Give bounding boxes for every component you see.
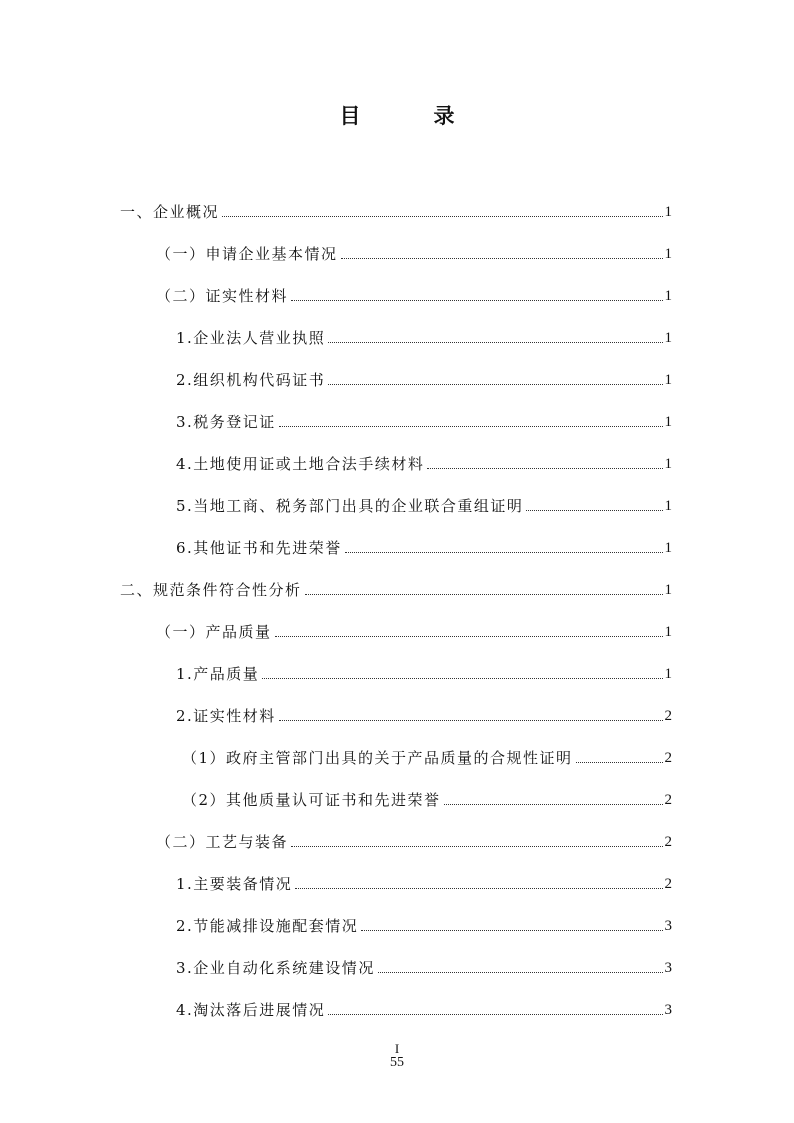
toc-entry-label: 1.企业法人营业执照 [176, 329, 326, 347]
toc-entry-label: 4.土地使用证或土地合法手续材料 [176, 455, 425, 473]
toc-entry-label: 4.淘汰落后进展情况 [176, 1001, 326, 1019]
toc-entry-page: 2 [664, 708, 672, 724]
toc-entry-page: 1 [664, 540, 672, 556]
toc-entry-label: 1.产品质量 [176, 665, 260, 683]
toc-entry-label: （2）其他质量认可证书和先进荣誉 [182, 791, 441, 809]
toc-entry-page: 3 [664, 918, 672, 934]
toc-entry-label: （1）政府主管部门出具的关于产品质量的合规性证明 [182, 749, 573, 767]
toc-entry[interactable] [120, 558, 672, 600]
dot-leader [361, 930, 662, 931]
toc-entry[interactable] [120, 180, 672, 222]
toc-entry[interactable] [120, 768, 672, 810]
toc-entry-label: （二）证实性材料 [156, 287, 289, 305]
page-title: 目 录 [339, 104, 481, 128]
dot-leader [345, 552, 663, 553]
toc-entry-page: 1 [664, 372, 672, 388]
toc-entry-page: 1 [664, 204, 672, 220]
toc-entry-page: 1 [664, 288, 672, 304]
dot-leader [328, 384, 662, 385]
toc-entry-label: （一）申请企业基本情况 [156, 245, 338, 263]
toc-entry-page: 1 [664, 246, 672, 262]
dot-leader [378, 972, 663, 973]
toc-entry-label: 1.主要装备情况 [176, 875, 293, 893]
dot-leader [222, 216, 662, 217]
dot-leader [341, 258, 663, 259]
dot-leader [444, 804, 663, 805]
toc-entry[interactable] [120, 726, 672, 768]
toc-entry-page: 2 [664, 792, 672, 808]
toc-entry-page: 3 [664, 1002, 672, 1018]
dot-leader [427, 468, 662, 469]
toc-entry-label: 3.税务登记证 [176, 413, 276, 431]
toc-entry[interactable] [120, 600, 672, 642]
toc-entry[interactable] [120, 348, 672, 390]
toc-entry-label: （二）工艺与装备 [156, 833, 289, 851]
toc-entry-page: 2 [664, 750, 672, 766]
toc-entry-label: （一）产品质量 [156, 623, 272, 641]
dot-leader [279, 426, 663, 427]
dot-leader [262, 678, 662, 679]
toc-entry-page: 1 [664, 624, 672, 640]
toc-entry-label: 二、规范条件符合性分析 [120, 581, 302, 599]
toc-entry[interactable] [120, 474, 672, 516]
toc-entry[interactable] [120, 264, 672, 306]
toc-entry[interactable] [120, 684, 672, 726]
toc-entry[interactable] [120, 306, 672, 348]
toc-entry-page: 2 [664, 834, 672, 850]
toc-entry-label: 2.组织机构代码证书 [176, 371, 326, 389]
dot-leader [275, 636, 663, 637]
toc-entry-label: 2.证实性材料 [176, 707, 276, 725]
dot-leader [291, 846, 662, 847]
toc-entry-page: 1 [664, 414, 672, 430]
toc-entry-page: 2 [664, 876, 672, 892]
toc-entry-label: 2.节能减排设施配套情况 [176, 917, 359, 935]
toc-entry-page: 1 [664, 666, 672, 682]
dot-leader [295, 888, 662, 889]
toc-entry-page: 3 [664, 960, 672, 976]
toc-entry[interactable] [120, 810, 672, 852]
toc-entry-label: 3.企业自动化系统建设情况 [176, 959, 375, 977]
toc-entry[interactable] [120, 894, 672, 936]
toc-entry[interactable] [120, 516, 672, 558]
toc-entry-label: 一、企业概况 [120, 203, 220, 221]
dot-leader [305, 594, 663, 595]
toc-entry-label: 6.其他证书和先进荣誉 [176, 539, 342, 557]
toc-entry-page: 1 [664, 330, 672, 346]
dot-leader [328, 1014, 662, 1015]
toc-entry[interactable] [120, 642, 672, 684]
toc-entry-page: 1 [664, 498, 672, 514]
toc-entry[interactable] [120, 852, 672, 894]
roman-page-number: I [394, 1041, 400, 1056]
dot-leader [328, 342, 662, 343]
toc-entry[interactable] [120, 222, 672, 264]
toc-entry[interactable] [120, 432, 672, 474]
dot-leader [279, 720, 663, 721]
page-number: 55 [390, 1055, 404, 1070]
toc-entry[interactable] [120, 390, 672, 432]
dot-leader [576, 762, 663, 763]
toc-entry-label: 5.当地工商、税务部门出具的企业联合重组证明 [176, 497, 524, 515]
toc-entry-page: 1 [664, 456, 672, 472]
dot-leader [526, 510, 662, 511]
toc-entry-page: 1 [664, 582, 672, 598]
dot-leader [291, 300, 662, 301]
toc-entry[interactable] [120, 936, 672, 978]
toc-entry[interactable] [120, 978, 672, 1020]
